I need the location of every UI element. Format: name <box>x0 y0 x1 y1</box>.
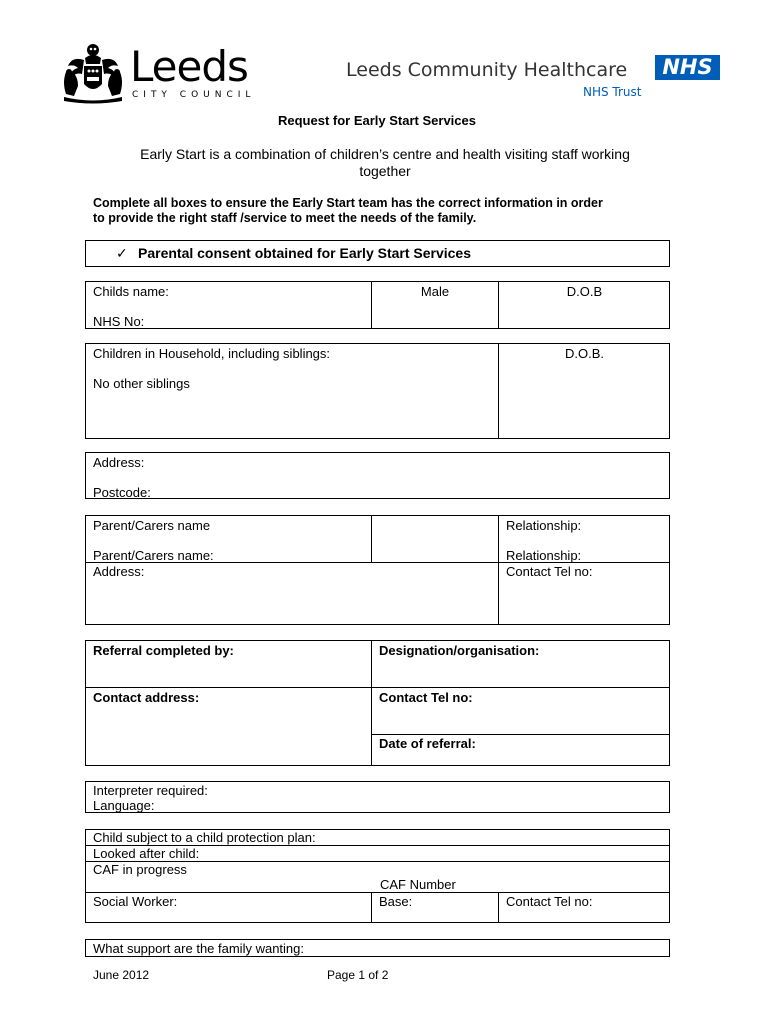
child-dob-field[interactable]: D.O.B <box>566 284 603 299</box>
interpreter-required-field[interactable]: Interpreter required: <box>93 783 208 798</box>
parent-carer-1-name-field[interactable]: Parent/Carers name <box>93 518 211 533</box>
childs-name-field[interactable]: Childs name: <box>93 284 169 299</box>
consent-label: Parental consent obtained for Early Start Services <box>138 245 472 261</box>
relationship-2-field[interactable]: Relationship: <box>506 548 582 563</box>
leeds-city-council-logo <box>60 42 275 104</box>
child-sex-field[interactable]: Male <box>420 284 450 299</box>
nhs-number-field[interactable]: NHS No: <box>93 314 145 329</box>
instruction-line-1: Complete all boxes to ensure the Early Start team has the correct information in order <box>93 196 603 210</box>
instruction-line-2: to provide the right staff /service to meet the needs of the family. <box>93 211 477 225</box>
form-title: Request for Early Start Services <box>278 113 476 128</box>
footer-page-number: Page 1 of 2 <box>327 968 389 982</box>
caf-in-progress-field[interactable]: CAF in progress <box>93 862 187 877</box>
relationship-1-field[interactable]: Relationship: <box>506 518 582 533</box>
designation-organisation-field[interactable]: Designation/organisation: <box>379 643 540 658</box>
postcode-field[interactable]: Postcode: <box>93 485 151 500</box>
parents-address-field[interactable]: Address: <box>93 564 145 579</box>
address-box <box>85 452 670 499</box>
intro-line-2: together <box>359 163 411 179</box>
household-dob-field[interactable]: D.O.B. <box>564 346 604 361</box>
referral-contact-tel-field[interactable]: Contact Tel no: <box>379 690 473 705</box>
child-protection-plan-field[interactable]: Child subject to a child protection plan: <box>93 830 316 845</box>
intro-line-1: Early Start is a combination of children’s centre and health visiting staff working <box>140 146 630 162</box>
base-field[interactable]: Base: <box>379 894 413 909</box>
coat-of-arms-icon <box>60 42 126 104</box>
referral-completed-by-field[interactable]: Referral completed by: <box>93 643 234 658</box>
city-council-wordmark: CITY COUNCIL <box>132 90 256 100</box>
language-field[interactable]: Language: <box>93 798 155 813</box>
looked-after-child-field[interactable]: Looked after child: <box>93 846 200 861</box>
household-children-value: No other siblings <box>93 376 190 391</box>
nhs-logo-badge <box>655 55 720 80</box>
parent-carer-2-name-field[interactable]: Parent/Carers name: <box>93 548 214 563</box>
footer-date: June 2012 <box>93 968 150 982</box>
nhs-trust-label: NHS Trust <box>583 85 642 99</box>
caf-number-field[interactable]: CAF Number <box>380 877 456 892</box>
date-of-referral-field[interactable]: Date of referral: <box>379 736 476 751</box>
social-worker-field[interactable]: Social Worker: <box>93 894 178 909</box>
parents-contact-tel-field[interactable]: Contact Tel no: <box>506 564 593 579</box>
contact-address-field[interactable]: Contact address: <box>93 690 200 705</box>
household-children-field[interactable]: Children in Household, including siblings: <box>93 346 331 361</box>
nhs-logo-text: NHS <box>662 55 713 79</box>
lch-org-name: Leeds Community Healthcare <box>346 59 628 81</box>
support-wanted-field[interactable]: What support are the family wanting: <box>93 941 304 956</box>
consent-box[interactable] <box>85 240 670 267</box>
address-field[interactable]: Address: <box>93 455 145 470</box>
social-worker-tel-field[interactable]: Contact Tel no: <box>506 894 593 909</box>
consent-checkbox-icon[interactable]: ✓ <box>116 245 128 261</box>
leeds-wordmark: Leeds <box>130 42 248 91</box>
